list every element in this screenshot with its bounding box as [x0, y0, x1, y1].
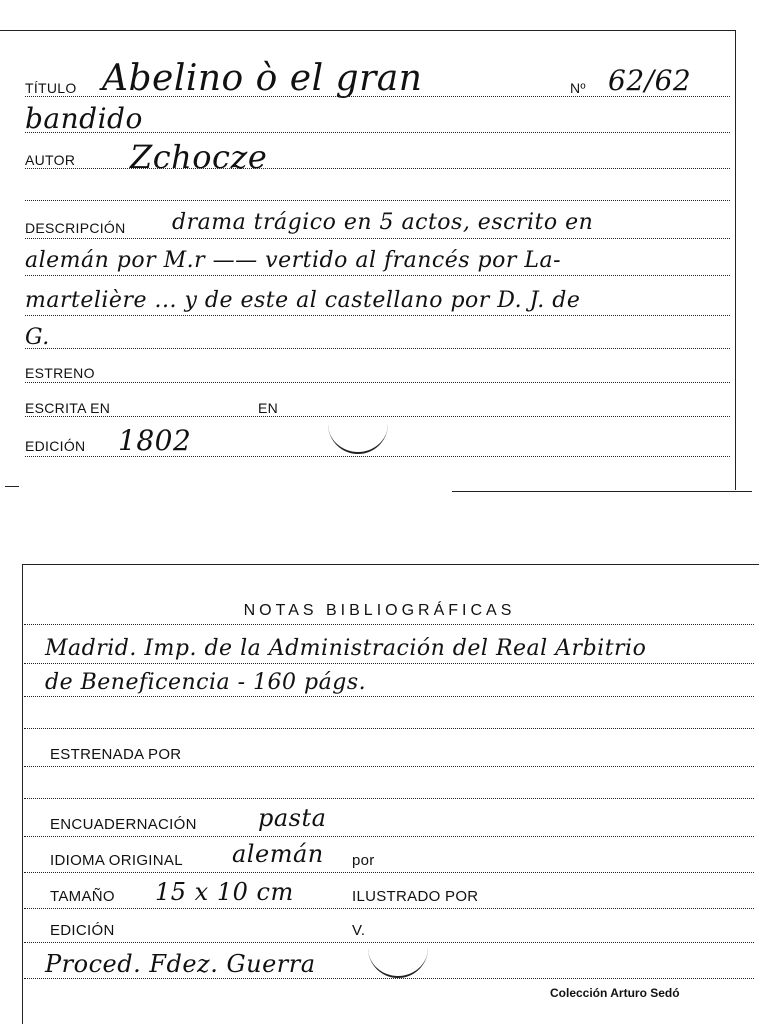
- rule-4: [25, 200, 730, 201]
- hole-punch-mark: [328, 408, 388, 454]
- catalog-card-top: [0, 0, 759, 500]
- titulo-label: TÍTULO: [25, 80, 77, 96]
- numero-value: 62/62: [608, 64, 692, 97]
- rule-1: [25, 96, 730, 97]
- brule-2: [24, 663, 754, 664]
- notas-line-1: Madrid. Imp. de la Administración del Real Arbitrio: [45, 636, 647, 661]
- descripcion-line-3: martelière ... y de este al castellano por D. J. de: [25, 288, 581, 313]
- tamano-label: TAMAÑO: [50, 888, 115, 905]
- procedencia-value: Proced. Fdez. Guerra: [45, 950, 316, 978]
- idioma-original-value: alemán: [232, 840, 324, 868]
- por-label: por: [352, 852, 375, 869]
- autor-value: Zchocze: [130, 138, 268, 176]
- rule-6: [25, 275, 730, 276]
- card-right-border: [735, 30, 736, 490]
- rule-2: [25, 132, 730, 133]
- catalog-card-bottom: [0, 560, 759, 1028]
- edicion-b-label: EDICIÓN: [50, 922, 115, 939]
- tamano-value: 15 x 10 cm: [155, 878, 294, 906]
- rule-8: [25, 348, 730, 349]
- brule-9: [24, 908, 754, 909]
- brule-7: [24, 836, 754, 837]
- brule-6: [24, 798, 754, 799]
- idioma-original-label: IDIOMA ORIGINAL: [50, 852, 183, 869]
- notas-heading: NOTAS BIBLIOGRÁFICAS: [243, 602, 516, 619]
- card-bottom-edge: [452, 491, 752, 492]
- hole-punch-mark-bottom: [368, 932, 428, 978]
- descripcion-line-4: G.: [25, 325, 50, 350]
- edicion-label: EDICIÓN: [25, 438, 86, 454]
- encuadernacion-label: ENCUADERNACIÓN: [50, 816, 197, 833]
- rule-5: [25, 238, 730, 239]
- numero-label: Nº: [570, 80, 586, 96]
- card-top-border: [0, 30, 735, 31]
- edicion-value: 1802: [118, 424, 192, 457]
- v-label: V.: [352, 922, 366, 939]
- descripcion-line-2: alemán por M.r —— vertido al francés por La-: [25, 248, 562, 273]
- titulo-cont: bandido: [25, 102, 143, 135]
- rule-9: [25, 382, 730, 383]
- escrita-en-label: ESCRITA EN: [25, 400, 111, 416]
- brule-11: [24, 978, 754, 979]
- encuadernacion-value: pasta: [258, 804, 327, 832]
- ilustrado-por-label: ILUSTRADO POR: [352, 888, 479, 905]
- descripcion-label: DESCRIPCIÓN: [25, 220, 126, 236]
- brule-5: [24, 766, 754, 767]
- brule-3: [24, 696, 754, 697]
- descripcion-line-1: drama trágico en 5 actos, escrito en: [172, 210, 594, 235]
- collection-footer: Colección Arturo Sedó: [550, 986, 680, 1000]
- rule-3: [25, 168, 730, 169]
- rule-7: [25, 315, 730, 316]
- titulo-value: Abelino ò el gran: [102, 58, 423, 99]
- card-bottom-top-border: [22, 564, 759, 565]
- estreno-label: ESTRENO: [25, 365, 95, 381]
- en-label: EN: [258, 400, 279, 416]
- estrenada-por-label: ESTRENADA POR: [50, 746, 182, 763]
- card-bottom-left-border: [22, 564, 23, 1024]
- brule-1: [24, 624, 754, 625]
- notas-line-2: de Beneficencia - 160 págs.: [45, 670, 367, 695]
- autor-label: AUTOR: [25, 152, 76, 168]
- brule-4: [24, 728, 754, 729]
- brule-8: [24, 872, 754, 873]
- edge-mark: [5, 486, 19, 487]
- rule-11: [25, 456, 730, 457]
